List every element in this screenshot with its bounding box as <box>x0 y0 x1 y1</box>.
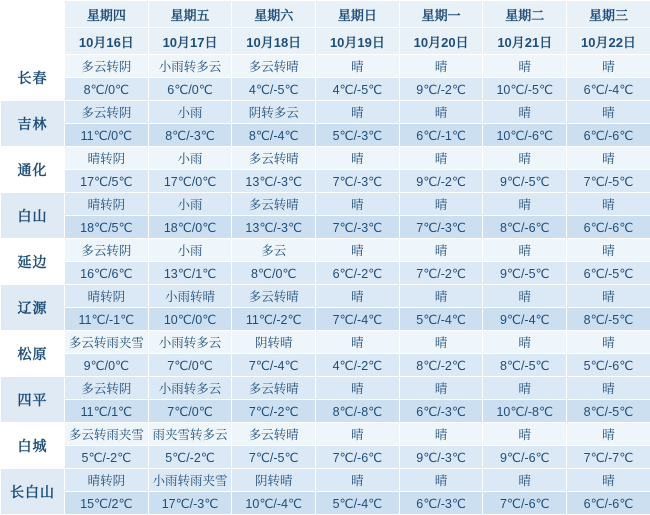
table-row <box>1 308 650 331</box>
row-header-city: 松原 <box>1 331 65 377</box>
weather-condition-cell: 晴 <box>567 55 650 78</box>
weather-condition-cell: 晴转阴 <box>65 147 149 170</box>
weather-condition-cell: 晴 <box>567 377 650 400</box>
weather-condition-cell: 晴 <box>567 193 650 216</box>
temperature-cell: 16℃/6℃ <box>65 262 149 285</box>
temperature-cell: 6℃/-2℃ <box>316 262 400 285</box>
column-header-date: 10月19日 <box>316 28 400 55</box>
column-header-weekday: 星期四 <box>65 1 149 28</box>
temperature-cell: 13℃/-3℃ <box>232 170 316 193</box>
temperature-cell: 7℃/-7℃ <box>567 446 650 469</box>
table-row <box>1 354 650 377</box>
weather-condition-cell: 晴 <box>567 147 650 170</box>
temperature-cell: 7℃/-6℃ <box>483 492 567 515</box>
column-header-weekday: 星期日 <box>316 1 400 28</box>
table-row <box>1 55 650 78</box>
temperature-cell: 9℃/-4℃ <box>483 308 567 331</box>
weather-condition-cell: 多云转阴 <box>65 239 149 262</box>
weather-condition-cell: 晴转阴 <box>65 193 149 216</box>
temperature-cell: 10℃/-5℃ <box>483 78 567 101</box>
weather-condition-cell: 多云转晴 <box>232 285 316 308</box>
temperature-cell: 5℃/-4℃ <box>316 492 400 515</box>
weather-condition-cell: 晴 <box>316 423 400 446</box>
table-row <box>1 239 650 262</box>
temperature-cell: 9℃/-5℃ <box>483 170 567 193</box>
weather-condition-cell: 晴 <box>316 101 400 124</box>
temperature-cell: 8℃/-6℃ <box>483 216 567 239</box>
weather-condition-cell: 晴 <box>399 423 483 446</box>
table-row <box>1 469 650 492</box>
table-row <box>1 170 650 193</box>
weather-condition-cell: 晴 <box>399 285 483 308</box>
temperature-cell: 6℃/-3℃ <box>399 492 483 515</box>
temperature-cell: 11℃/0℃ <box>65 124 149 147</box>
column-header-date: 10月16日 <box>65 28 149 55</box>
table-row <box>1 124 650 147</box>
column-header-weekday: 星期三 <box>567 1 650 28</box>
column-header-date: 10月18日 <box>232 28 316 55</box>
temperature-cell: 7℃/-3℃ <box>399 216 483 239</box>
table-row <box>1 446 650 469</box>
weather-condition-cell: 小雨 <box>148 239 232 262</box>
weather-condition-cell: 晴 <box>483 423 567 446</box>
temperature-cell: 7℃/-3℃ <box>316 216 400 239</box>
weather-condition-cell: 晴 <box>316 239 400 262</box>
temperature-cell: 7℃/-2℃ <box>399 262 483 285</box>
temperature-cell: 8℃/-8℃ <box>316 400 400 423</box>
temperature-cell: 4℃/-2℃ <box>316 354 400 377</box>
temperature-cell: 9℃/-6℃ <box>483 446 567 469</box>
temperature-cell: 13℃/1℃ <box>148 262 232 285</box>
weather-condition-cell: 多云转雨夹雪 <box>65 331 149 354</box>
weather-condition-cell: 晴 <box>399 101 483 124</box>
temperature-cell: 8℃/-5℃ <box>567 308 650 331</box>
temperature-cell: 5℃/-4℃ <box>399 308 483 331</box>
row-header-city: 延边 <box>1 239 65 285</box>
temperature-cell: 7℃/-2℃ <box>232 400 316 423</box>
temperature-cell: 9℃/0℃ <box>65 354 149 377</box>
temperature-cell: 6℃/-4℃ <box>567 78 650 101</box>
weather-condition-cell: 晴 <box>399 193 483 216</box>
column-header-date: 10月22日 <box>567 28 650 55</box>
weather-condition-cell: 多云转晴 <box>232 193 316 216</box>
row-header-city: 四平 <box>1 377 65 423</box>
temperature-cell: 6℃/0℃ <box>148 78 232 101</box>
weather-condition-cell: 晴 <box>483 55 567 78</box>
temperature-cell: 5℃/-2℃ <box>65 446 149 469</box>
weather-condition-cell: 多云转阴 <box>65 377 149 400</box>
temperature-cell: 6℃/-6℃ <box>567 124 650 147</box>
temperature-cell: 8℃/0℃ <box>65 78 149 101</box>
temperature-cell: 11℃/1℃ <box>65 400 149 423</box>
weather-condition-cell: 晴 <box>483 377 567 400</box>
temperature-cell: 8℃/-4℃ <box>232 124 316 147</box>
temperature-cell: 10℃/0℃ <box>148 308 232 331</box>
temperature-cell: 17℃/-3℃ <box>148 492 232 515</box>
weather-condition-cell: 晴 <box>483 331 567 354</box>
weather-condition-cell: 多云 <box>232 239 316 262</box>
temperature-cell: 11℃/-1℃ <box>65 308 149 331</box>
temperature-cell: 6℃/-5℃ <box>567 262 650 285</box>
temperature-cell: 10℃/-6℃ <box>483 124 567 147</box>
temperature-cell: 7℃/-5℃ <box>567 170 650 193</box>
temperature-cell: 7℃/0℃ <box>148 400 232 423</box>
temperature-cell: 13℃/-3℃ <box>232 216 316 239</box>
column-header-weekday: 星期一 <box>399 1 483 28</box>
weather-condition-cell: 阴转晴 <box>232 331 316 354</box>
weather-condition-cell: 晴 <box>399 331 483 354</box>
weather-condition-cell: 晴 <box>567 101 650 124</box>
weather-condition-cell: 多云转雨夹雪 <box>65 423 149 446</box>
weather-condition-cell: 多云转晴 <box>232 147 316 170</box>
weather-condition-cell: 晴 <box>316 147 400 170</box>
weather-condition-cell: 晴 <box>399 377 483 400</box>
weather-condition-cell: 小雨 <box>148 101 232 124</box>
weather-condition-cell: 小雨 <box>148 147 232 170</box>
temperature-cell: 17℃/5℃ <box>65 170 149 193</box>
weather-condition-cell: 多云转晴 <box>232 423 316 446</box>
temperature-cell: 8℃/-5℃ <box>567 400 650 423</box>
temperature-cell: 5℃/-2℃ <box>148 446 232 469</box>
weather-condition-cell: 晴 <box>399 147 483 170</box>
temperature-cell: 5℃/-3℃ <box>316 124 400 147</box>
column-header-date: 10月17日 <box>148 28 232 55</box>
weather-condition-cell: 多云转晴 <box>232 55 316 78</box>
weather-condition-cell: 晴 <box>316 193 400 216</box>
weather-condition-cell: 晴 <box>399 469 483 492</box>
temperature-cell: 17℃/0℃ <box>148 170 232 193</box>
column-header-date: 10月20日 <box>399 28 483 55</box>
weather-condition-cell: 小雨转多云 <box>148 377 232 400</box>
row-header-city: 白城 <box>1 423 65 469</box>
temperature-cell: 7℃/-3℃ <box>316 170 400 193</box>
temperature-cell: 7℃/-5℃ <box>232 446 316 469</box>
row-header-city: 长白山 <box>1 469 65 515</box>
weather-condition-cell: 多云转晴 <box>232 377 316 400</box>
weather-condition-cell: 小雨转雨夹雪 <box>148 469 232 492</box>
weather-condition-cell: 小雨 <box>148 193 232 216</box>
temperature-cell: 8℃/-3℃ <box>148 124 232 147</box>
weather-condition-cell: 多云转阴 <box>65 101 149 124</box>
temperature-cell: 9℃/-3℃ <box>399 446 483 469</box>
weather-condition-cell: 晴 <box>483 101 567 124</box>
weather-condition-cell: 晴转阴 <box>65 285 149 308</box>
weather-condition-cell: 晴 <box>567 423 650 446</box>
temperature-cell: 9℃/-2℃ <box>399 170 483 193</box>
table-row <box>1 492 650 515</box>
column-header-weekday: 星期五 <box>148 1 232 28</box>
column-header-date: 10月21日 <box>483 28 567 55</box>
weather-condition-cell: 晴 <box>483 285 567 308</box>
table-row <box>1 78 650 101</box>
weather-condition-cell: 多云转阴 <box>65 55 149 78</box>
temperature-cell: 4℃/-5℃ <box>232 78 316 101</box>
table-row <box>1 423 650 446</box>
temperature-cell: 6℃/-1℃ <box>399 124 483 147</box>
weather-condition-cell: 晴 <box>483 239 567 262</box>
weather-condition-cell: 小雨转多云 <box>148 331 232 354</box>
temperature-cell: 8℃/0℃ <box>232 262 316 285</box>
column-header-weekday: 星期六 <box>232 1 316 28</box>
column-header-weekday: 星期二 <box>483 1 567 28</box>
table-row <box>1 216 650 239</box>
row-header-city: 辽源 <box>1 285 65 331</box>
weather-condition-cell: 晴 <box>316 55 400 78</box>
weather-condition-cell: 晴 <box>567 331 650 354</box>
row-header-city: 吉林 <box>1 101 65 147</box>
weather-condition-cell: 小雨转晴 <box>148 285 232 308</box>
temperature-cell: 10℃/-8℃ <box>483 400 567 423</box>
weather-condition-cell: 阴转多云 <box>232 101 316 124</box>
temperature-cell: 5℃/-6℃ <box>567 354 650 377</box>
table-row <box>1 262 650 285</box>
table-row <box>1 193 650 216</box>
table-row <box>1 147 650 170</box>
weather-condition-cell: 晴 <box>399 55 483 78</box>
temperature-cell: 15℃/2℃ <box>65 492 149 515</box>
temperature-cell: 6℃/-6℃ <box>567 492 650 515</box>
row-header-city: 通化 <box>1 147 65 193</box>
weather-condition-cell: 晴 <box>483 147 567 170</box>
weather-condition-cell: 晴 <box>316 285 400 308</box>
temperature-cell: 6℃/-3℃ <box>399 400 483 423</box>
weather-condition-cell: 雨夹雪转多云 <box>148 423 232 446</box>
weather-condition-cell: 晴 <box>316 469 400 492</box>
temperature-cell: 8℃/-5℃ <box>483 354 567 377</box>
weather-condition-cell: 小雨转多云 <box>148 55 232 78</box>
table-row <box>1 101 650 124</box>
row-header-city: 白山 <box>1 193 65 239</box>
weather-condition-cell: 晴 <box>567 285 650 308</box>
temperature-cell: 4℃/-5℃ <box>316 78 400 101</box>
weather-condition-cell: 晴 <box>567 469 650 492</box>
temperature-cell: 18℃/5℃ <box>65 216 149 239</box>
temperature-cell: 11℃/-2℃ <box>232 308 316 331</box>
temperature-cell: 7℃/0℃ <box>148 354 232 377</box>
temperature-cell: 7℃/-4℃ <box>232 354 316 377</box>
weather-condition-cell: 晴 <box>316 377 400 400</box>
weather-condition-cell: 晴 <box>483 469 567 492</box>
weather-condition-cell: 阴转晴 <box>232 469 316 492</box>
temperature-cell: 7℃/-6℃ <box>316 446 400 469</box>
temperature-cell: 10℃/-4℃ <box>232 492 316 515</box>
weather-condition-cell: 晴 <box>483 193 567 216</box>
temperature-cell: 6℃/-6℃ <box>567 216 650 239</box>
row-header-city: 长春 <box>1 55 65 101</box>
table-row <box>1 377 650 400</box>
temperature-cell: 9℃/-2℃ <box>399 78 483 101</box>
temperature-cell: 7℃/-4℃ <box>316 308 400 331</box>
weather-condition-cell: 晴 <box>567 239 650 262</box>
temperature-cell: 18℃/0℃ <box>148 216 232 239</box>
table-row <box>1 285 650 308</box>
temperature-cell: 9℃/-5℃ <box>483 262 567 285</box>
table-corner <box>1 1 65 55</box>
weather-condition-cell: 晴转阴 <box>65 469 149 492</box>
weather-condition-cell: 晴 <box>399 239 483 262</box>
table-row <box>1 331 650 354</box>
weather-condition-cell: 晴 <box>316 331 400 354</box>
table-row <box>1 400 650 423</box>
temperature-cell: 8℃/-2℃ <box>399 354 483 377</box>
